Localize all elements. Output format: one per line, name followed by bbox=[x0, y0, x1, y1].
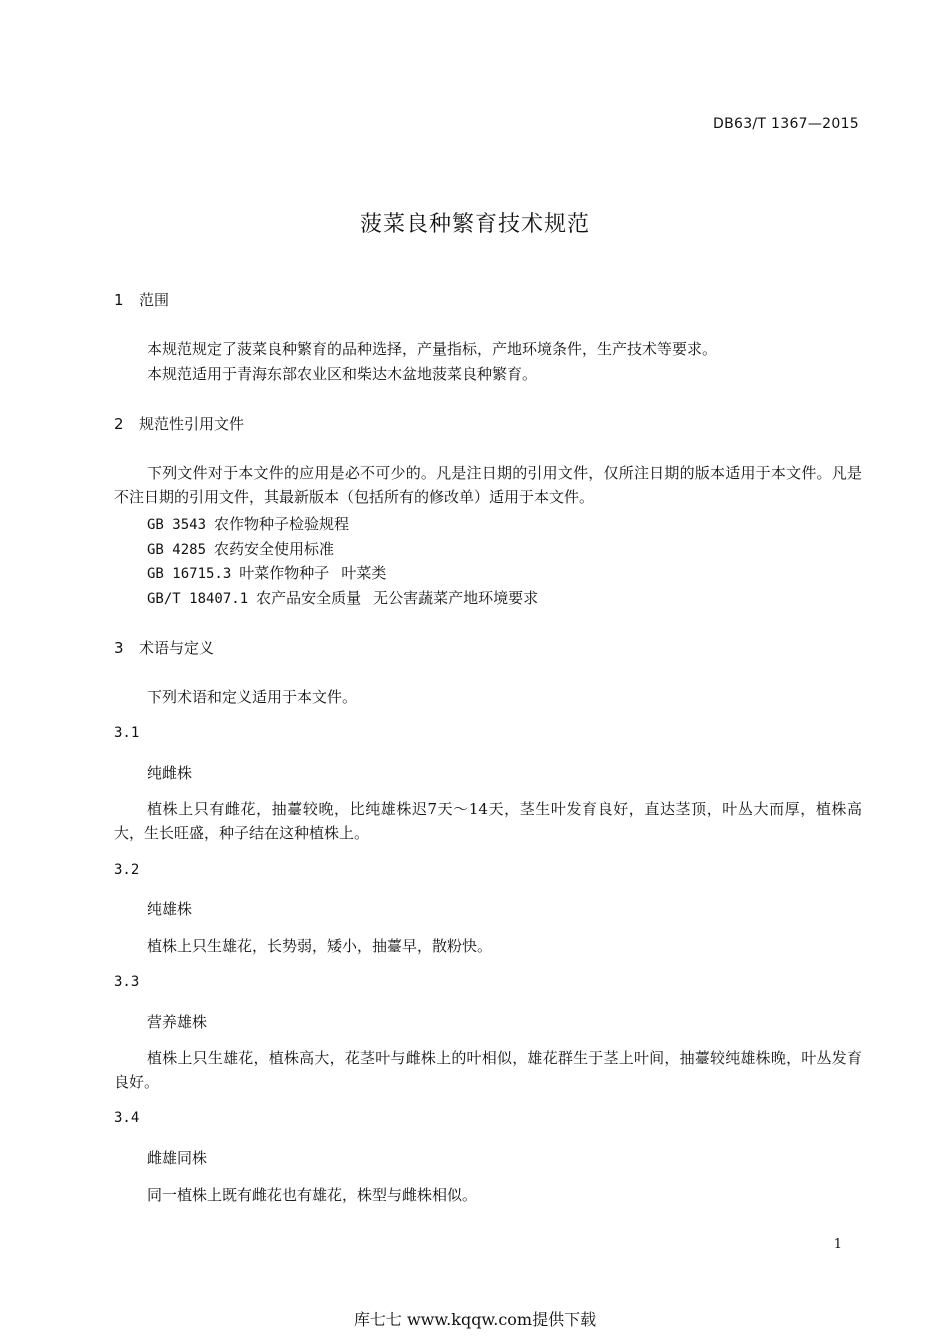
references-intro: 下列文件对于本文件的应用是必不可少的。凡是注日期的引用文件，仅所注日期的版本适用于本文件。凡是不注日期的引用文件，其最新版本（包括所有的修改单）适用于本文件。 bbox=[114, 464, 862, 506]
reference-item bbox=[147, 562, 386, 583]
term-definition: 植株上只有雌花，抽薹较晚，比纯雄株迟7天～14天，茎生叶发育良好，直达茎顶，叶丛大而厚，植株高大，生长旺盛，种子结在这种植株上。 bbox=[114, 800, 862, 842]
reference-code: GB/T 18407.1 bbox=[147, 591, 249, 607]
reference-title: 农产品安全质量 bbox=[256, 589, 362, 607]
reference-title: 农作物种子检验规程 bbox=[214, 515, 350, 533]
term-name: 纯雌株 bbox=[147, 764, 193, 782]
reference-item bbox=[147, 587, 538, 608]
reference-subtitle: 无公害蔬菜产地环境要求 bbox=[373, 589, 539, 607]
term-number: 3.1 bbox=[114, 725, 140, 741]
reference-item bbox=[147, 513, 349, 534]
scope-paragraph-1: 本规范规定了菠菜良种繁育的品种选择，产量指标，产地环境条件，生产技术等要求。 bbox=[147, 340, 718, 358]
term-name: 营养雄株 bbox=[147, 1013, 208, 1031]
reference-title: 叶菜作物种子 bbox=[239, 564, 330, 582]
term-definition: 植株上只生雄花，植株高大，花茎叶与雌株上的叶相似，雄花群生于茎上叶间，抽薹较纯雄株晚，叶丛发育良好。 bbox=[114, 1049, 862, 1091]
term-definition: 植株上只生雄花，长势弱，矮小，抽薹早，散粉快。 bbox=[147, 937, 493, 955]
reference-subtitle: 叶菜类 bbox=[341, 564, 387, 582]
page-number: 1 bbox=[833, 1237, 842, 1252]
reference-code: GB 4285 bbox=[147, 542, 207, 558]
terms-intro: 下列术语和定义适用于本文件。 bbox=[147, 688, 358, 706]
term-definition: 同一植株上既有雌花也有雄花，株型与雌株相似。 bbox=[147, 1186, 478, 1204]
section-number: 3 bbox=[114, 639, 124, 657]
section-number: 2 bbox=[114, 415, 124, 433]
standard-code: DB63/T 1367—2015 bbox=[713, 116, 859, 132]
term-name: 雌雄同株 bbox=[147, 1149, 208, 1167]
reference-code: GB 16715.3 bbox=[147, 566, 232, 582]
document-title: 菠菜良种繁育技术规范 bbox=[359, 212, 590, 237]
reference-title: 农药安全使用标准 bbox=[214, 540, 335, 558]
term-name: 纯雄株 bbox=[147, 900, 193, 918]
section-2-heading bbox=[114, 413, 244, 434]
section-title: 规范性引用文件 bbox=[139, 415, 245, 433]
term-number: 3.2 bbox=[114, 862, 140, 878]
section-3-heading bbox=[114, 637, 214, 658]
term-number: 3.4 bbox=[114, 1110, 140, 1126]
term-number: 3.3 bbox=[114, 974, 140, 990]
section-title: 范围 bbox=[139, 291, 170, 309]
scope-paragraph-2: 本规范适用于青海东部农业区和柴达木盆地菠菜良种繁育。 bbox=[147, 365, 538, 383]
section-title: 术语与定义 bbox=[139, 639, 215, 657]
section-1-heading bbox=[114, 289, 169, 310]
section-number: 1 bbox=[114, 291, 124, 309]
reference-item bbox=[147, 538, 334, 559]
reference-code: GB 3543 bbox=[147, 517, 207, 533]
download-footer: 库七七 www.kqqw.com提供下载 bbox=[353, 1310, 597, 1329]
